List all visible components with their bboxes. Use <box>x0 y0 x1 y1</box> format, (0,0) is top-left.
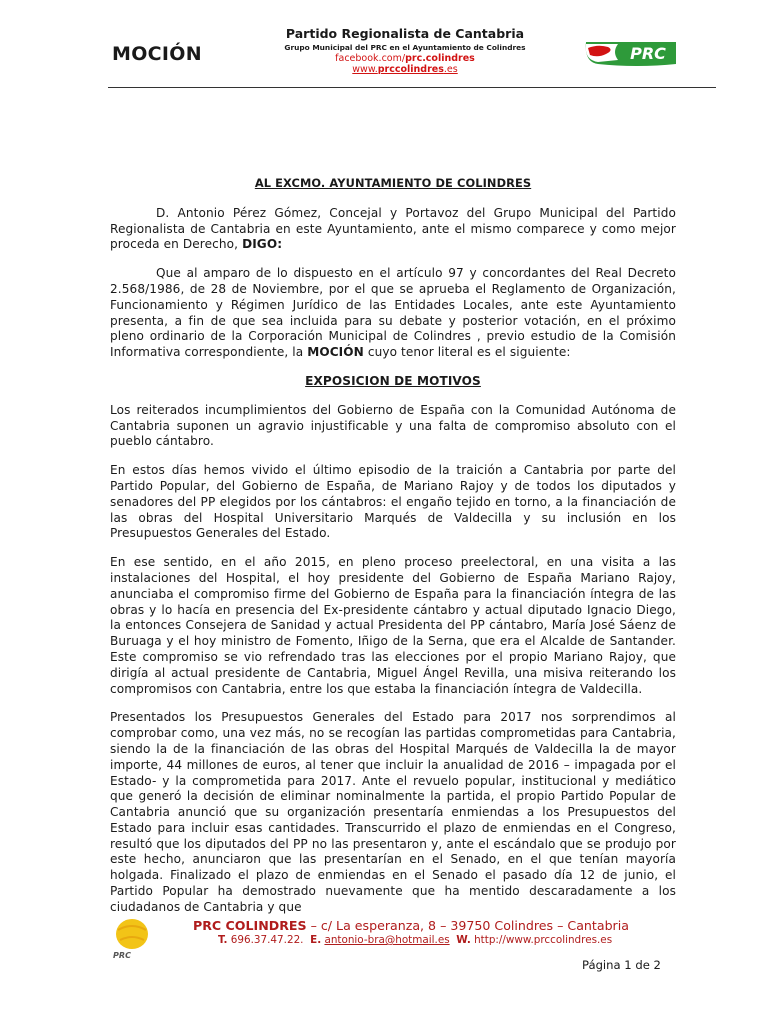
group-name: Grupo Municipal del PRC en el Ayuntamiento de Colindres <box>284 43 526 52</box>
footer-address: PRC COLINDRES – c/ La esperanza, 8 – 39750 Colindres – Cantabria <box>193 918 629 933</box>
document-body <box>110 176 676 916</box>
website-link-footer[interactable]: http://www.prccolindres.es <box>470 934 613 946</box>
footer-logo-text: PRC <box>113 951 131 960</box>
prc-logo <box>578 38 678 68</box>
website-link[interactable]: www.prccolindres.es <box>352 64 458 75</box>
page-footer <box>0 910 770 1024</box>
page-number: Página 1 de 2 <box>582 958 661 972</box>
party-info <box>230 26 580 75</box>
body-paragraph: Los reiterados incumplimientos del Gobierno de España con la Comunidad Autónoma de Cantabria suponen un agravio injustificable y una falta de compromiso absoluto con el pueblo cántabro. <box>110 402 676 449</box>
logo-text: PRC <box>630 44 666 63</box>
header-divider <box>108 87 716 88</box>
footer-contact: T. 696.37.47.22. E. antonio-bra@hotmail.es W. http://www.prccolindres.es <box>218 934 613 946</box>
section-heading: EXPOSICION DE MOTIVOS <box>305 373 481 388</box>
addressee: AL EXCMO. AYUNTAMIENTO DE COLINDRES <box>254 176 532 190</box>
document-type: MOCIÓN <box>112 43 202 65</box>
body-paragraph: Presentados los Presupuestos Generales del Estado para 2017 nos sorprendimos al comprobar como, una vez más, no se recogían las partidas comprometidas para Cantabria, siendo la de la financiación de las obras del Hospital Marqués de Valdecilla la de mayor importe, 44 millones de euros, al tener que incluir la anualidad de 2016 – impagada por el Estado- y la comprometida para 2017. Ante el revuelo popular, institucional y mediático que generó la decisión de eliminar nominalmente la partida, el propio Partido Popular de Cantabria anunció que su organización presentaría enmiendas a los Presupuestos del Estado para incluir esas cantidades. Transcurrido el plazo de enmiendas en el Congreso, resultó que los diputados del PP no las presentaron y, ante el escándalo que se produjo por este hecho, anunciaron que las presentarían en el Senado, en el que tenían mayoría holgada. Finalizado el plazo de enmiendas en el Senado el pasado día 12 de junio, el Partido Popular ha demostrado nuevamente que ha mentido descaradamente a los ciudadanos de Cantabria y que <box>110 710 676 914</box>
letterhead <box>0 0 770 92</box>
party-name: Partido Regionalista de Cantabria <box>285 26 525 41</box>
prc-colindres-logo <box>102 914 162 964</box>
email-link[interactable]: antonio-bra@hotmail.es <box>324 934 450 946</box>
petition-paragraph: Que al amparo de lo dispuesto en el artículo 97 y concordantes del Real Decreto 2.568/1986, de 28 de Noviembre, por el que se aprueba el Reglamento de Organización, Funcionamiento y Régimen Jurídico de las Entidades Locales, ante este Ayuntamiento presenta, a fin de que sea incluida para su debate y posterior votación, en el próximo pleno ordinario de la Corporación Municipal de Colindres , previo estudio de la Comisión Informativa correspondiente, la MOCIÓN cuyo tenor literal es el siguiente: <box>110 266 676 360</box>
intro-paragraph: D. Antonio Pérez Gómez, Concejal y Portavoz del Grupo Municipal del Partido Regionalista de Cantabria en este Ayuntamiento, ante el mismo comparece y como mejor proceda en Derecho, DIGO: <box>110 205 676 252</box>
facebook-link[interactable]: facebook.com/prc.colindres <box>335 53 475 64</box>
body-paragraph: En ese sentido, en el año 2015, en pleno proceso preelectoral, en una visita a las instalaciones del Hospital, el hoy presidente del Gobierno de España Mariano Rajoy, anunciaba el compromiso firme del Gobierno de España para la financiación íntegra de las obras y lo hacía en presencia del Ex-presidente cántabro y actual diputado Ignacio Diego, la entonces Consejera de Sanidad y actual Presidenta del PP cántabro, María José Sáenz de Buruaga y el hoy ministro de Fomento, Iñigo de la Serna, que era el Alcalde de Santander. Este compromiso se vio refrendado tras las elecciones por el propio Mariano Rajoy, que dirigía al actual presidente de Cantabria, Miguel Ángel Revilla, una misiva reiterando los compromisos con Cantabria, entre los que estaba la financiación íntegra de Valdecilla. <box>110 555 676 696</box>
body-paragraph: En estos días hemos vivido el último episodio de la traición a Cantabria por parte del Partido Popular, del Gobierno de España, de Mariano Rajoy y de todos los diputados y senadores del PP elegidos por los cántabros: el engaño tejido en torno, a la financiación de las obras del Hospital Universitario Marqués de Valdecilla y su inclusión en los Presupuestos Generales del Estado. <box>110 463 676 541</box>
